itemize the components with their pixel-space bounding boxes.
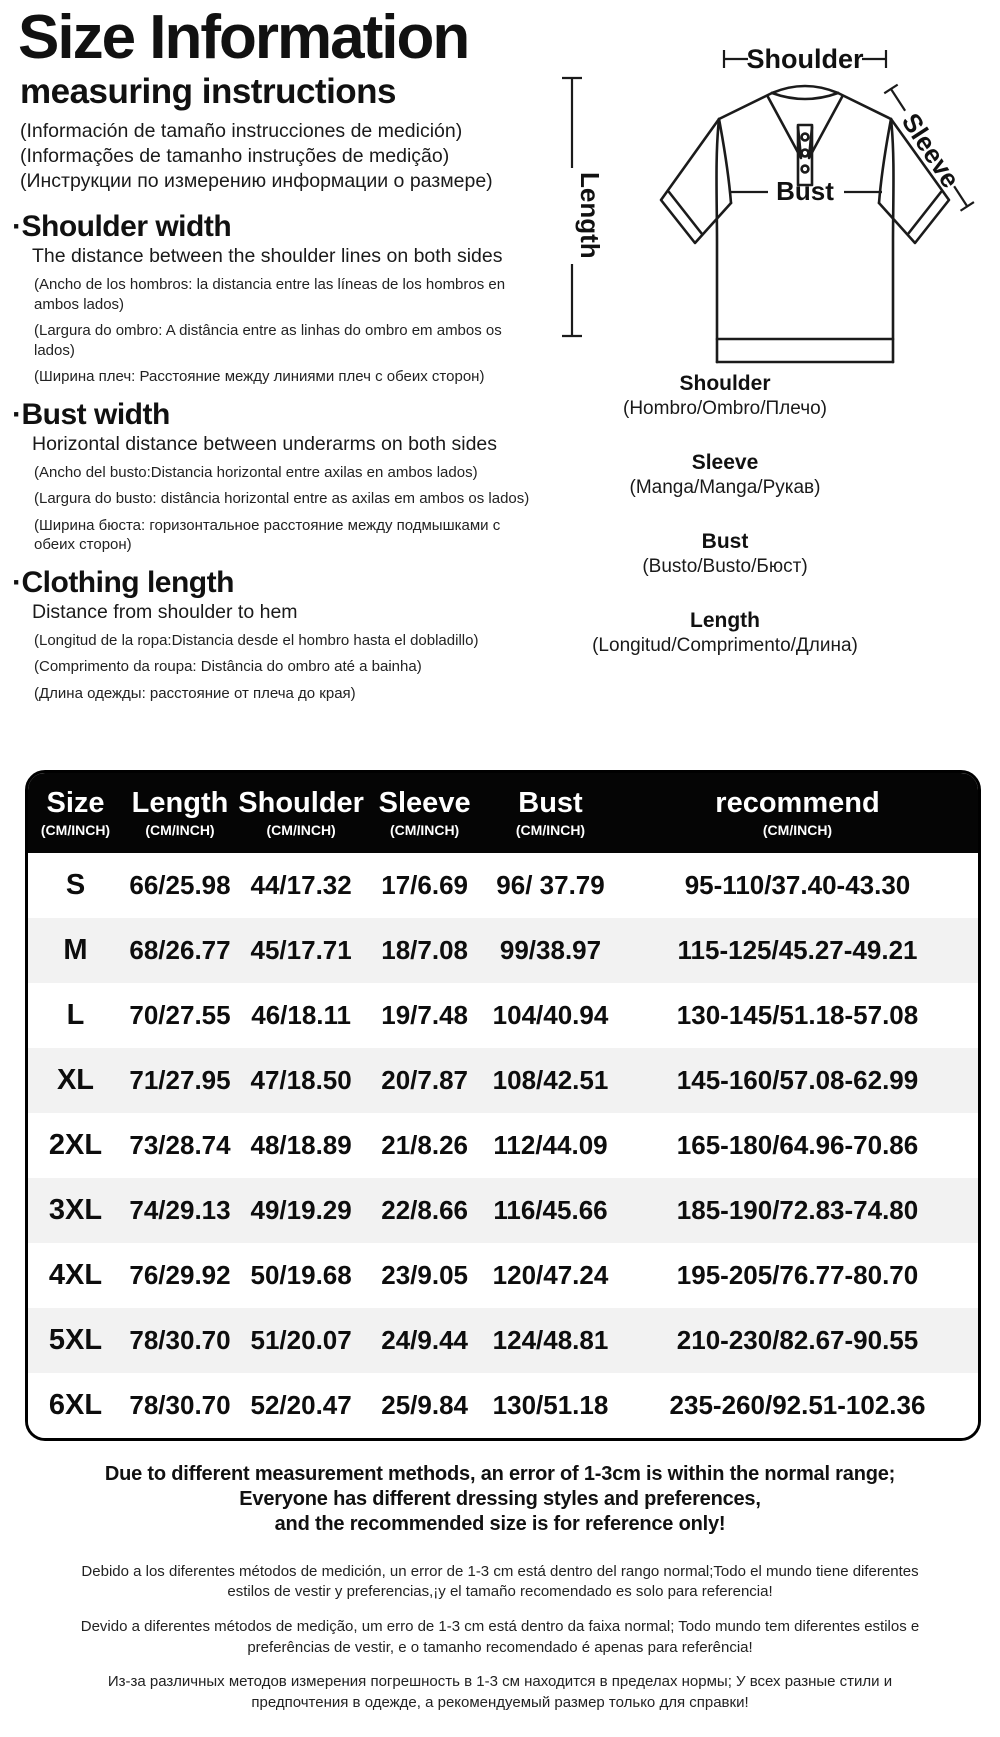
section-note-pt: (Largura do busto: distância horizontal entre as axilas em ambos os lados) xyxy=(34,490,530,507)
cell-sleeve: 19/7.48 xyxy=(381,1000,468,1030)
cell-shoulder: 51/20.07 xyxy=(250,1325,352,1355)
table-row-l xyxy=(28,983,978,1048)
section-note-es: (Longitud de la ropa:Distancia desde el hombro hasta el dobladillo) xyxy=(34,631,479,649)
legend-shoulder xyxy=(545,372,905,420)
cell-bust: 124/48.81 xyxy=(492,1325,609,1355)
cell-shoulder: 52/20.47 xyxy=(250,1390,352,1420)
cell-bust: 120/47.24 xyxy=(492,1260,609,1290)
column-header-sleeve xyxy=(365,773,484,853)
column-label: Bust xyxy=(518,787,583,820)
cell-bust: 108/42.51 xyxy=(492,1065,609,1095)
cell-size: XL xyxy=(56,1064,95,1096)
cell-size: 6XL xyxy=(48,1389,103,1421)
cell-length: 76/29.92 xyxy=(129,1260,231,1290)
section-clothing-length xyxy=(12,566,557,704)
legend-name: Length xyxy=(690,609,760,632)
section-note-pt: (Comprimento da roupa: Distância do ombro até a bainha) xyxy=(34,658,422,675)
cell-sleeve: 21/8.26 xyxy=(381,1130,468,1160)
cell-sleeve: 20/7.87 xyxy=(381,1065,468,1095)
cell-bust: 112/44.09 xyxy=(493,1130,608,1160)
column-header-size xyxy=(28,773,123,853)
cell-length: 73/28.74 xyxy=(129,1130,231,1160)
table-row-2xl xyxy=(28,1113,978,1178)
column-label: Length xyxy=(131,787,229,820)
cell-size: L xyxy=(66,999,85,1031)
diagram-bust-label: Bust xyxy=(776,176,834,206)
page-title: Size Information xyxy=(18,3,469,72)
disclaimer xyxy=(0,1462,1000,1728)
cell-length: 71/27.95 xyxy=(129,1065,231,1095)
cell-shoulder: 46/18.11 xyxy=(251,1000,352,1030)
disclaimer-pt: Devido a diferentes métodos de medição, um erro de 1-3 cm está dentro da faixa normal; Todo mundo tem diferentes estilos e preferências de vestir, e o tamanho recomendado é apenas para referência! xyxy=(80,1617,920,1656)
polo-shirt-illustration xyxy=(538,6,996,368)
measuring-sections xyxy=(12,210,557,714)
disclaimer-ru: Из-за различных методов измерения погрешность в 1-3 см находится в пределах нормы; У всех разные стили и предпочтения в одежде, а рекомендуемый размер только для справки! xyxy=(107,1673,893,1711)
table-row-m xyxy=(28,918,978,983)
column-label: Shoulder xyxy=(238,787,364,820)
disclaimer-en-line: Everyone has different dressing styles and preferences, xyxy=(239,1488,761,1511)
section-description: Distance from shoulder to hem xyxy=(32,600,298,623)
legend-translations: (Busto/Busto/Бюст) xyxy=(642,556,808,577)
table-row-3xl xyxy=(28,1178,978,1243)
cell-size: S xyxy=(65,869,86,901)
cell-bust: 130/51.18 xyxy=(492,1390,609,1420)
column-header-bust xyxy=(484,773,617,853)
cell-shoulder: 49/19.29 xyxy=(250,1195,352,1225)
table-row-s xyxy=(28,853,978,918)
title-note-es: (Información de tamaño instrucciones de medición) xyxy=(20,120,463,143)
cell-size: 5XL xyxy=(48,1324,103,1356)
section-note-ru: (Длина одежды: расстояние от плеча до края) xyxy=(34,684,356,702)
section-note-es: (Ancho del busto:Distancia horizontal entre axilas en ambos lados) xyxy=(34,463,478,481)
cell-sleeve: 22/8.66 xyxy=(381,1195,468,1225)
cell-shoulder: 47/18.50 xyxy=(250,1065,352,1095)
cell-bust: 104/40.94 xyxy=(492,1000,609,1030)
legend-bust xyxy=(545,530,905,578)
cell-shoulder: 44/17.32 xyxy=(250,870,352,900)
size-table xyxy=(25,770,981,1441)
cell-recommend: 145-160/57.08-62.99 xyxy=(676,1065,919,1095)
section-note-ru: (Ширина плеч: Расстояние между линиями плеч с обеих сторон) xyxy=(34,368,485,385)
column-unit: (CM/INCH) xyxy=(390,821,460,838)
cell-bust: 99/38.97 xyxy=(499,935,602,965)
cell-shoulder: 50/19.68 xyxy=(250,1260,352,1290)
diagram-sleeve-label: Sleeve xyxy=(895,107,966,194)
cell-length: 66/25.98 xyxy=(129,870,231,900)
cell-length: 70/27.55 xyxy=(129,1000,231,1030)
legend-translations: (Hombro/Ombro/Плечо) xyxy=(623,398,827,419)
cell-sleeve: 23/9.05 xyxy=(381,1260,468,1290)
column-label: recommend xyxy=(715,787,880,820)
disclaimer-es: Debido a los diferentes métodos de medición, un error de 1-3 cm está dentro del rango normal;Todo el mundo tiene diferentes estilos de vestir y preferencias,¡y el tamaño recomendado es solo para referencia! xyxy=(81,1562,919,1601)
column-unit: (CM/INCH) xyxy=(266,821,336,838)
section-note-es: (Ancho de los hombros: la distancia entre las líneas de los hombros en ambos lados) xyxy=(34,276,506,313)
column-unit: (CM/INCH) xyxy=(762,821,833,838)
cell-length: 78/30.70 xyxy=(129,1390,231,1420)
section-description: Horizontal distance between underarms on both sides xyxy=(32,432,498,455)
cell-sleeve: 25/9.84 xyxy=(381,1390,468,1420)
cell-recommend: 210-230/82.67-90.55 xyxy=(676,1325,919,1355)
cell-recommend: 195-205/76.77-80.70 xyxy=(676,1260,919,1290)
cell-recommend: 130-145/51.18-57.08 xyxy=(676,1000,919,1030)
legend-translations: (Manga/Manga/Рукав) xyxy=(629,477,821,498)
size-table-grid xyxy=(28,773,978,1438)
cell-recommend: 165-180/64.96-70.86 xyxy=(676,1130,919,1160)
column-header-length xyxy=(123,773,237,853)
section-shoulder-width xyxy=(12,210,557,387)
legend-sleeve xyxy=(545,451,905,499)
column-label: Sleeve xyxy=(378,787,471,820)
section-heading: ·Clothing length xyxy=(12,565,234,599)
section-description: The distance between the shoulder lines on both sides xyxy=(32,245,503,267)
column-unit: (CM/INCH) xyxy=(40,821,111,838)
disclaimer-en-line: and the recommended size is for reference only! xyxy=(274,1513,726,1536)
column-header-recommend xyxy=(617,773,978,853)
cell-recommend: 115-125/45.27-49.21 xyxy=(677,935,918,965)
cell-shoulder: 48/18.89 xyxy=(250,1130,352,1160)
cell-sleeve: 24/9.44 xyxy=(381,1325,468,1355)
section-note-ru: (Ширина бюста: горизонтальное расстояние между подмышками с обеих сторон) xyxy=(34,516,501,553)
cell-size: 2XL xyxy=(48,1129,103,1161)
header xyxy=(18,3,563,194)
title-note-pt: (Informações de tamanho instruções de medição) xyxy=(20,145,450,168)
section-heading: ·Shoulder width xyxy=(12,210,232,243)
legend-name: Shoulder xyxy=(679,372,771,395)
cell-shoulder: 45/17.71 xyxy=(250,935,352,965)
column-label: Size xyxy=(46,787,105,820)
cell-length: 74/29.13 xyxy=(129,1195,231,1225)
cell-length: 68/26.77 xyxy=(129,935,231,965)
shirt-measurement-diagram xyxy=(538,6,996,368)
cell-bust: 116/45.66 xyxy=(493,1195,608,1225)
legend-translations: (Longitud/Comprimento/Длина) xyxy=(592,635,858,656)
disclaimer-en-line: Due to different measurement methods, an error of 1-3cm is within the normal range; xyxy=(104,1463,896,1485)
cell-recommend: 235-260/92.51-102.36 xyxy=(669,1390,926,1420)
diagram-length-label: Length xyxy=(575,172,605,259)
cell-size: 3XL xyxy=(48,1194,103,1226)
cell-recommend: 95-110/37.40-43.30 xyxy=(684,870,911,900)
column-unit: (CM/INCH) xyxy=(515,821,586,838)
cell-size: M xyxy=(63,934,88,966)
column-unit: (CM/INCH) xyxy=(145,821,215,838)
legend-name: Bust xyxy=(701,530,749,553)
column-header-shoulder xyxy=(237,773,365,853)
legend-length xyxy=(545,609,905,657)
section-note-pt: (Largura do ombro: A distância entre as linhas do ombro em ambos os lados) xyxy=(34,322,502,359)
cell-sleeve: 18/7.08 xyxy=(381,935,468,965)
cell-size: 4XL xyxy=(48,1259,103,1291)
cell-recommend: 185-190/72.83-74.80 xyxy=(676,1195,919,1225)
section-heading: ·Bust width xyxy=(12,397,170,431)
cell-bust: 96/ 37.79 xyxy=(496,870,605,900)
table-header-row xyxy=(28,773,978,853)
title-note-ru: (Инструкции по измерению информации о размере) xyxy=(20,170,493,193)
measure-legend xyxy=(545,372,905,688)
section-bust-width xyxy=(12,398,557,555)
cell-sleeve: 17/6.69 xyxy=(381,870,468,900)
table-row-xl xyxy=(28,1048,978,1113)
legend-name: Sleeve xyxy=(691,451,759,474)
table-row-4xl xyxy=(28,1243,978,1308)
disclaimer-en xyxy=(0,1462,1000,1538)
cell-length: 78/30.70 xyxy=(129,1325,231,1355)
table-row-6xl xyxy=(28,1373,978,1438)
table-row-5xl xyxy=(28,1308,978,1373)
diagram-shoulder-label: Shoulder xyxy=(746,44,864,74)
page-subtitle: measuring instructions xyxy=(20,72,397,112)
